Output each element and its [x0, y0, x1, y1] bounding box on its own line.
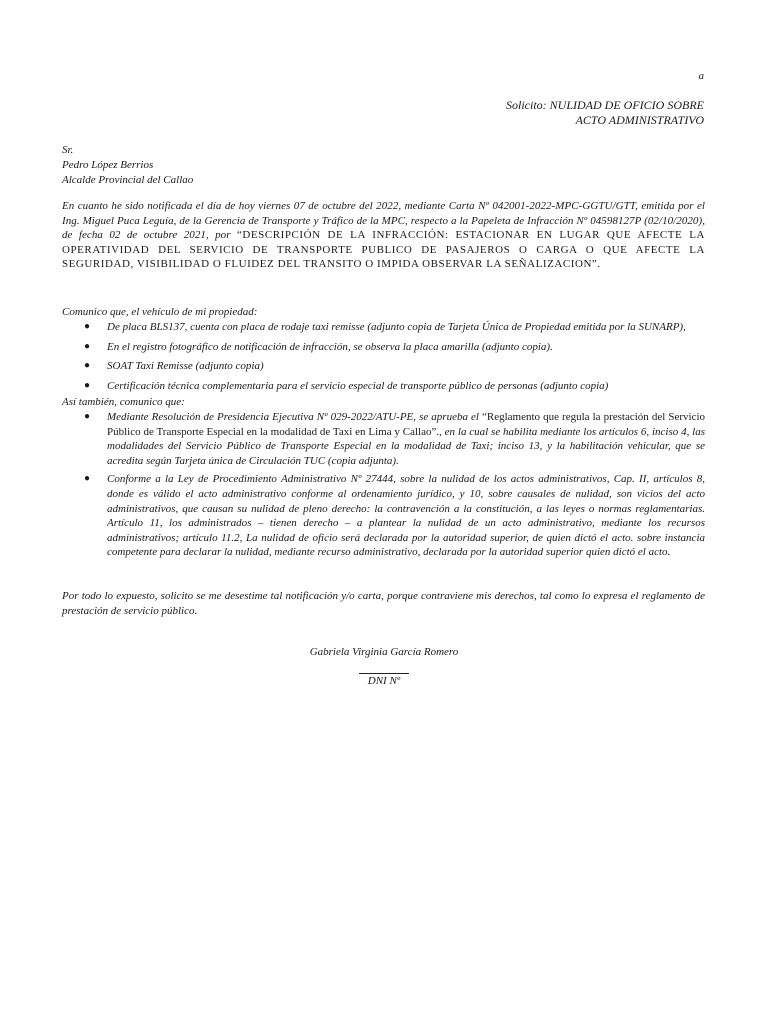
- resolution-text-b: , en la cual se habilita mediante los artículos 6, inciso 4, las modalidades del Servicio Público de Transporte Especial en la modalidad de Taxi; inciso 13, y la habilitación vehicular, que se acredita según Tarjeta única de Circulación TUC (copia adjunta).: [107, 425, 705, 467]
- bullet-icon: ●: [84, 340, 91, 352]
- intro-text: En cuanto he sido notificada el día de hoy viernes 07 de octubre del 2022, mediante Carta Nº 042001-2022-MPC-GGTU/GTT, emitida por el Ing. Miguel Puca Leguía, de la Gerencia de Transporte y Tráfico de la MPC, respecto a la Papeleta de Infracción Nº 04598127P (02/10/2020), de fecha 02 de octubre 2021, por: [62, 200, 705, 242]
- list-item-text: De placa BLS137, cuenta con placa de rodaje taxi remisse (adjunto copia de Tarjeta Única de Propiedad emitida por la SUNARP),: [107, 321, 686, 333]
- infraction-description: “DESCRIPCIÓN DE LA INFRACCIÓN: ESTACIONAR EN LUGAR QUE AFECTE LA OPERATIVIDAD DEL SERVICIO DE TRANSPORTE PUBLICO DE PASAJEROS O CARGA O QUE AFECTE LA SEGURIDAD, VISIBILIDAD O FLUIDEZ DEL TRANSITO O IMPIDA OBSERVAR LA SEÑALIZACION”.: [62, 229, 705, 271]
- closing-paragraph: Por todo lo expuesto, solicito se me desestime tal notificación y/o carta, porque contraviene mis derechos, tal como lo expresa el reglamento de prestación de servicio público.: [62, 590, 705, 617]
- recipient-position: Alcalde Provincial del Callao: [62, 174, 194, 186]
- list-item: [62, 379, 705, 394]
- recipient-name: Pedro López Berrios: [62, 159, 154, 171]
- bullet-icon: ●: [84, 473, 91, 485]
- bullet-icon: ●: [84, 321, 91, 332]
- bullet-icon: ●: [84, 360, 91, 372]
- list-item: [62, 359, 705, 374]
- list-item-text: Certificación técnica complementaria para el servicio especial de transporte público de personas (adjunto copia): [107, 379, 609, 392]
- also-lead: Así también, comunico que:: [62, 396, 185, 408]
- signature-name: Gabriela Virginia García Romero: [309, 646, 459, 658]
- legal-basis-list: [62, 410, 705, 564]
- recipient-salutation: Sr.: [62, 144, 74, 156]
- list-item: [62, 410, 705, 468]
- regulation-quote: “Reglamento que regula la prestación del Servicio Público de Transporte Especial en la modalidad de Taxi en Lima y Callao”.: [107, 411, 706, 438]
- bullet-icon: ●: [84, 411, 91, 422]
- signature-dni: DNI Nº: [367, 675, 401, 687]
- list-item: [62, 340, 705, 355]
- resolution-text-a: Mediante Resolución de Presidencia Ejecutiva Nº 029-2022/ATU-PE, se aprueba el: [107, 411, 483, 423]
- list-item-text: SOAT Taxi Remisse (adjunto copia): [107, 360, 264, 373]
- corner-mark: a: [698, 70, 704, 82]
- intro-paragraph: [62, 199, 705, 272]
- list-item: [62, 320, 705, 335]
- subject-line-1: Solicito: NULIDAD DE OFICIO SOBRE: [506, 98, 704, 112]
- list-item: [62, 472, 705, 560]
- ownership-list: [62, 320, 705, 398]
- recipient-block: [62, 143, 193, 188]
- list-item-text: En el registro fotográfico de notificación de infracción, se observa la placa amarilla (adjunto copia).: [107, 340, 553, 353]
- subject-block: [384, 98, 704, 128]
- ownership-lead: Comunico que, el vehículo de mi propiedad:: [62, 306, 258, 318]
- signature-line: [359, 673, 409, 674]
- bullet-icon: ●: [84, 379, 91, 391]
- subject-line-2: ACTO ADMINISTRATIVO: [575, 113, 704, 127]
- law-text: Conforme a la Ley de Procedimiento Administrativo Nº 27444, sobre la nulidad de los actos administrativos, Cap. II, artículos 8, donde es válido el acto administrativo conforme al ordenamiento jurídico, y 10, sobre causales de nulidad, son vicios del acto administrativos, que causan su nulidad de pleno derecho: la contravención a la constitución, a las leyes o normas reglamentarias. Artículo 11, los administrados – tienen derecho – a plantear la nulidad de un acto administrativo, mediante los recursos administrativos; artículo 11.2, La nulidad de oficio será declarada por la autoridad superior, de quien dictó el acto. sobre instancia competente para declarar la nulidad, mediante recurso administrativo, declarada por la autoridad superior quien dictó el acto.: [107, 473, 705, 559]
